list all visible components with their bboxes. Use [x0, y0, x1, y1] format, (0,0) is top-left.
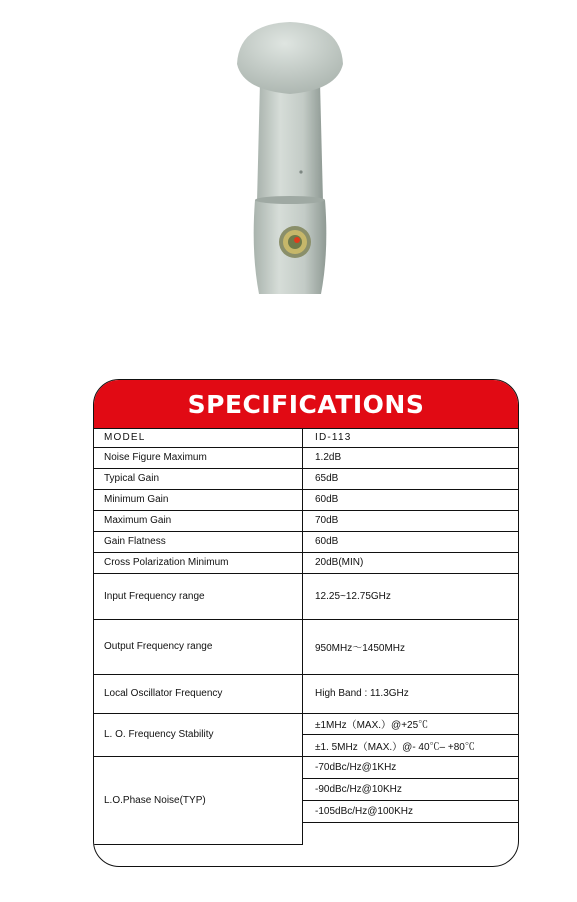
spec-value: -70dBc/Hz@1KHz	[303, 756, 519, 778]
spec-value: ±1. 5MHz（MAX.）@- 40℃– +80℃	[303, 734, 519, 756]
spec-row	[94, 429, 518, 447]
spec-row	[94, 573, 518, 619]
spec-label: L. O. Frequency Stability	[94, 713, 303, 756]
spec-value: ±1MHz（MAX.）@+25℃	[303, 713, 519, 734]
spec-value: -90dBc/Hz@10KHz	[303, 778, 519, 800]
spec-row	[94, 531, 518, 552]
lnb-product-image	[225, 12, 355, 304]
spec-value: -105dBc/Hz@100KHz	[303, 800, 519, 822]
spec-value: ID-113	[303, 429, 519, 447]
spec-value	[303, 822, 519, 844]
spec-label: L.O.Phase Noise(TYP)	[94, 756, 303, 844]
spec-row	[94, 552, 518, 573]
spec-value: 12.25~12.75GHz	[303, 573, 519, 619]
spec-label: Cross Polarization Minimum	[94, 552, 303, 573]
spec-row	[94, 713, 518, 734]
spec-label: Typical Gain	[94, 468, 303, 489]
spec-row	[94, 447, 518, 468]
spec-label: Local Oscillator Frequency	[94, 674, 303, 713]
spec-row	[94, 510, 518, 531]
spec-table	[94, 429, 518, 845]
spec-value: 950MHz～1450MHz	[303, 619, 519, 674]
spec-label: Output Frequency range	[94, 619, 303, 674]
specifications-header	[94, 380, 518, 429]
spec-value: High Band : 11.3GHz	[303, 674, 519, 713]
spec-row	[94, 619, 518, 674]
spec-value: 60dB	[303, 531, 519, 552]
spec-row	[94, 756, 518, 778]
spec-value: 20dB(MIN)	[303, 552, 519, 573]
spec-label: MODEL	[94, 429, 303, 447]
specifications-card	[93, 379, 519, 867]
specifications-title: SPECIFICATIONS	[187, 389, 425, 419]
spec-value: 65dB	[303, 468, 519, 489]
spec-value: 70dB	[303, 510, 519, 531]
spec-label: Maximum Gain	[94, 510, 303, 531]
spec-label: Minimum Gain	[94, 489, 303, 510]
spec-row	[94, 489, 518, 510]
spec-value: 60dB	[303, 489, 519, 510]
spec-value: 1.2dB	[303, 447, 519, 468]
spec-label: Gain Flatness	[94, 531, 303, 552]
spec-row	[94, 674, 518, 713]
spec-row	[94, 468, 518, 489]
spec-label: Noise Figure Maximum	[94, 447, 303, 468]
spec-label: Input Frequency range	[94, 573, 303, 619]
